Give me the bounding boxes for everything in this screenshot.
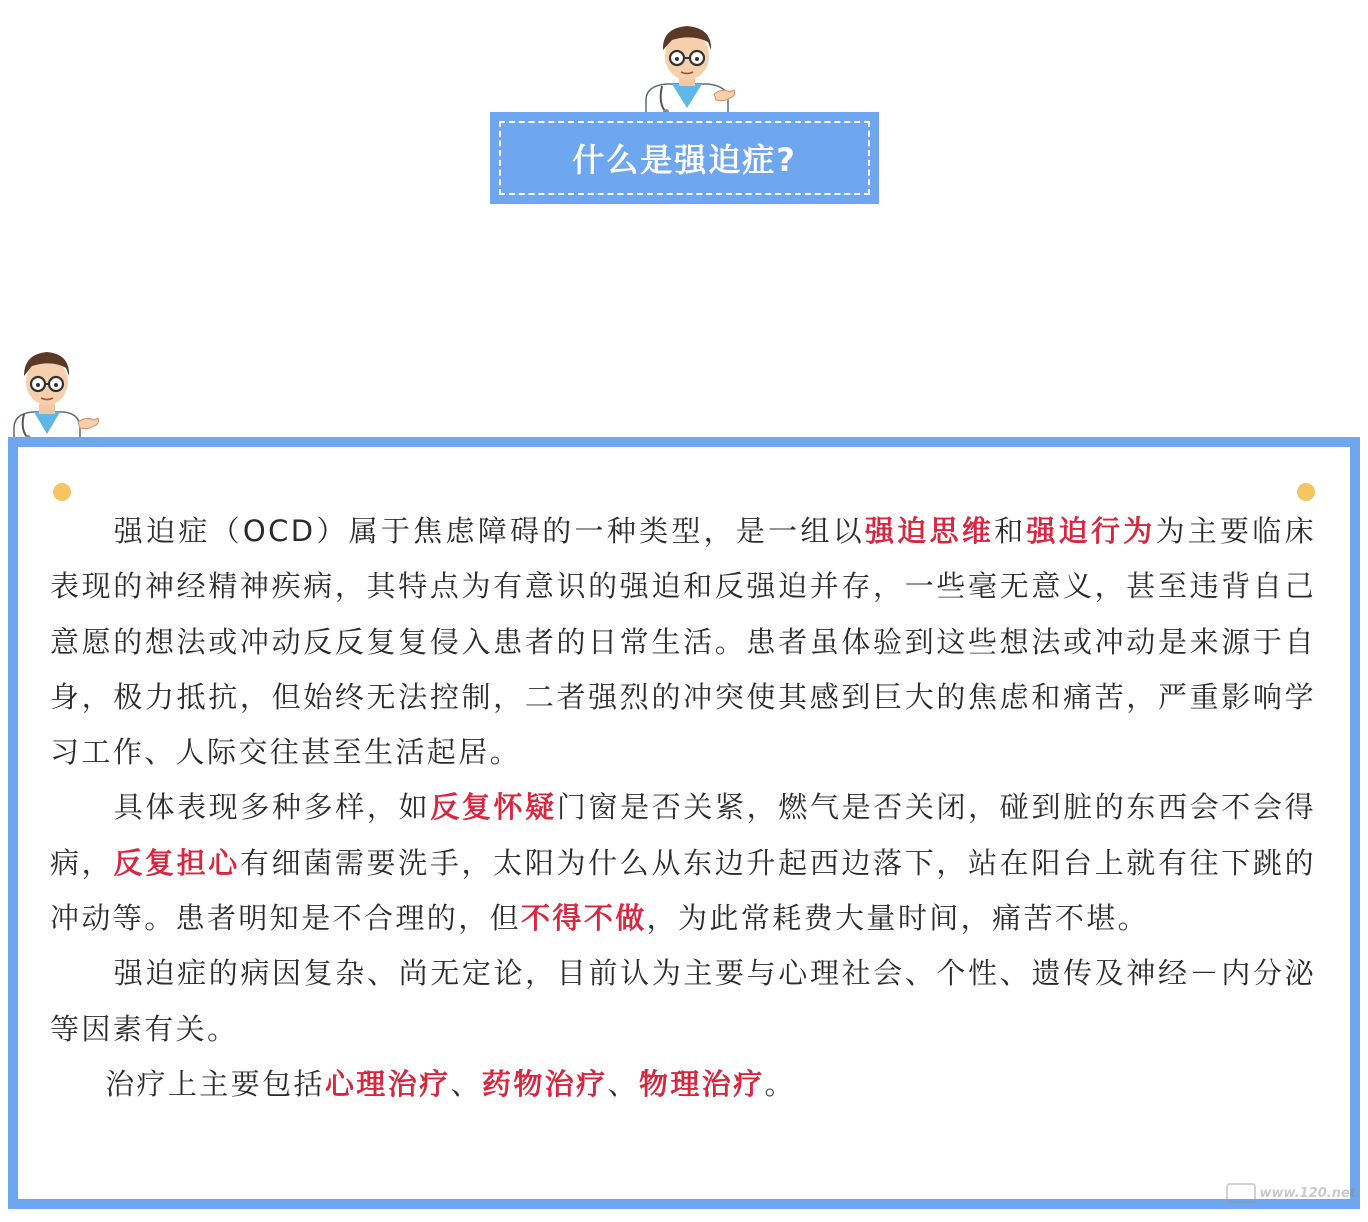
watermark-text: www.120.net bbox=[1259, 1185, 1356, 1201]
watermark bbox=[1226, 1181, 1356, 1205]
highlight-term: 反复担心 bbox=[113, 845, 240, 880]
decorative-dot-icon bbox=[53, 483, 71, 501]
highlight-term: 反复怀疑 bbox=[430, 790, 557, 825]
paragraph-causes: 强迫症的病因复杂、尚无定论，目前认为主要与心理社会、个性、遗传及神经－内分泌等因素有关。 bbox=[50, 956, 1316, 1046]
highlight-term: 物理治疗 bbox=[638, 1066, 765, 1101]
article-body bbox=[50, 504, 1316, 1112]
decorative-dot-icon bbox=[1297, 483, 1315, 501]
watermark-logo-icon bbox=[1226, 1183, 1256, 1203]
paragraph-definition: 强迫症（OCD）属于焦虑障碍的一种类型，是一组以强迫思维和强迫行为为主要临床表现的神经精神疾病，其特点为有意识的强迫和反强迫并存，一些毫无意义，甚至违背自己意愿的想法或冲动反反复复侵入患者的日常生活。患者虽体验到这些想法或冲动是来源于自身，极力抵抗，但始终无法控制，二者强烈的冲突使其感到巨大的焦虑和痛苦，严重影响学习工作、人际交往甚至生活起居。 bbox=[50, 514, 1316, 770]
highlight-term: 心理治疗 bbox=[324, 1066, 451, 1101]
paragraph-symptoms: 具体表现多种多样，如反复怀疑门窗是否关紧，燃气是否关闭，碰到脏的东西会不会得病，反复担心有细菌需要洗手，太阳为什么从东边升起西边落下，站在阳台上就有往下跳的冲动等。患者明知是不合理的，但不得不做，为此常耗费大量时间，痛苦不堪。 bbox=[50, 790, 1316, 936]
highlight-term: 强迫思维 bbox=[865, 514, 995, 548]
doctor-mascot-icon bbox=[632, 18, 742, 114]
highlight-term: 药物治疗 bbox=[481, 1066, 608, 1101]
highlight-term: 不得不做 bbox=[521, 901, 647, 936]
highlight-term: 强迫行为 bbox=[1026, 514, 1156, 548]
doctor-mascot-icon bbox=[6, 342, 106, 442]
title-banner bbox=[490, 112, 879, 204]
title-dashed-border bbox=[499, 121, 870, 195]
paragraph-treatment: 治疗上主要包括心理治疗、药物治疗、物理治疗。 bbox=[105, 1066, 796, 1101]
page-title: 什么是强迫症? bbox=[572, 141, 797, 179]
